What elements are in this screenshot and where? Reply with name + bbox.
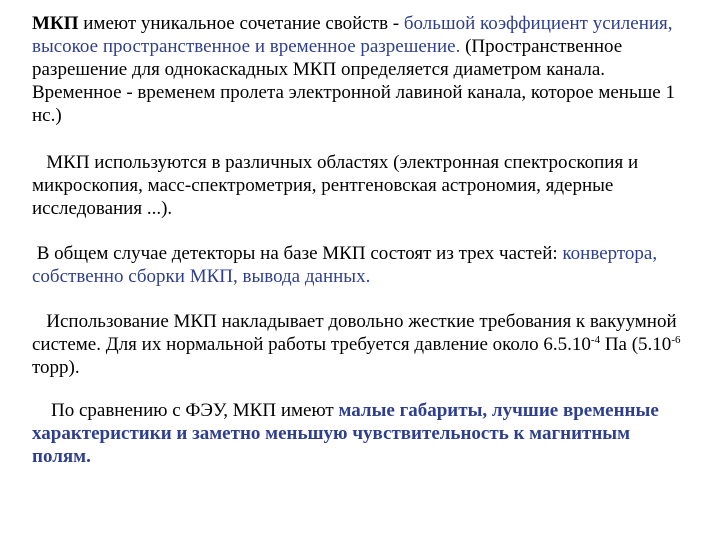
p5-text: По сравнению с ФЭУ, МКП имеют [51, 400, 339, 421]
p4-exponent-b: -6 [671, 334, 681, 346]
document-page [32, 12, 692, 468]
p1-blue-properties: большой коэффициент усиления, высокое пространственное и временное разрешение. [32, 13, 673, 57]
p4-text-c: торр). [32, 357, 80, 378]
p4-text-a: Использование МКП накладывает довольно жесткие требования к вакуумной системе. Для их нормальной работы требуется давление около 6.5.10 [32, 311, 677, 355]
p5-blue-bold-advantages: малые габариты, лучшие временные характеристики и заметно меньшую чувствительность к магнитным полям. [32, 400, 659, 467]
p1-text-b: (Пространственное разрешение для однокаскадных МКП определяется диаметром канала. Временное - временем пролета электронной лавиной канала, которое меньше 1 нс.) [32, 36, 675, 126]
mcp-bold-lead: МКП [32, 13, 79, 34]
p4-exponent-a: -4 [590, 334, 601, 346]
p1-text-a: имеют уникальное сочетание свойств - [78, 13, 404, 34]
paragraph-vacuum-requirements [32, 310, 692, 379]
paragraph-pmt-comparison [32, 399, 692, 468]
p3-blue-parts: конвертора, собственно сборки МКП, вывода данных. [32, 243, 658, 287]
paragraph-detector-parts [32, 242, 692, 288]
p2-text: МКП используются в различных областях (электронная спектроскопия и микроскопия, масс-спектрометрия, рентгеновская астрономия, ядерные исследования ...). [32, 152, 639, 219]
p3-text: В общем случае детекторы на базе МКП состоят из трех частей: [36, 243, 563, 264]
paragraph-mcp-applications [32, 151, 692, 220]
paragraph-mcp-properties [32, 12, 692, 127]
p4-text-b: Па (5.10 [600, 334, 672, 355]
